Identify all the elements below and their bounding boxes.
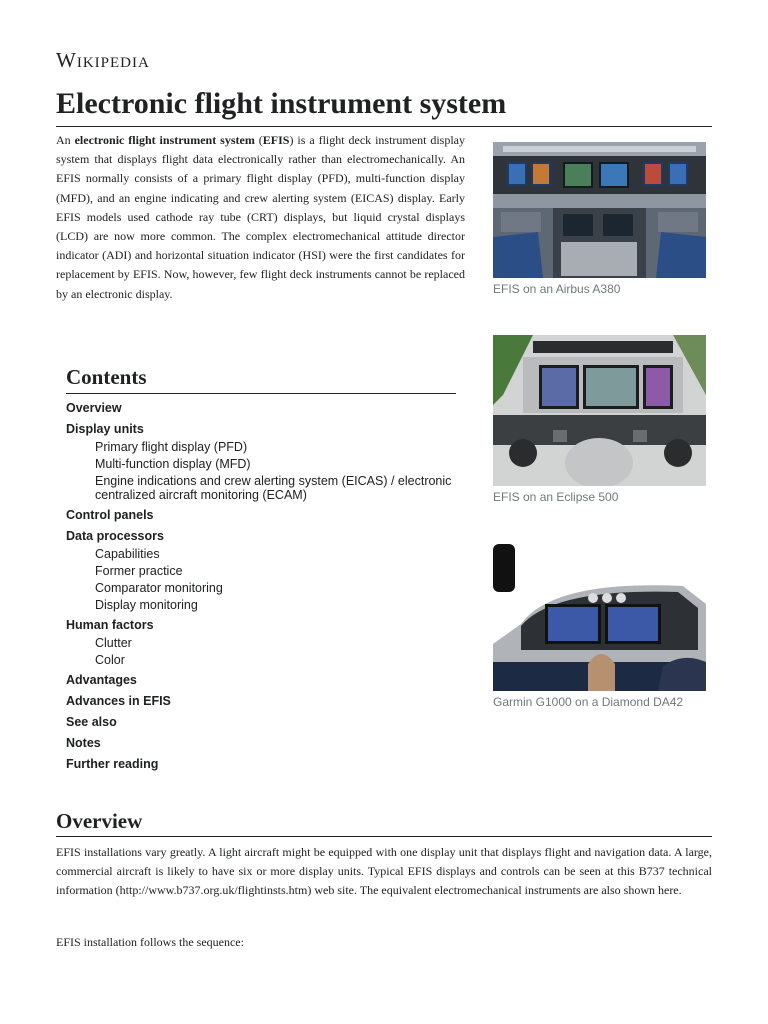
toc-item-further-reading[interactable]: Further reading <box>66 757 159 771</box>
lead-bold-abbr: EFIS <box>262 133 290 147</box>
toc-item-control-panels[interactable]: Control panels <box>66 508 154 522</box>
toc-subitem-display-monitoring[interactable]: Display monitoring <box>95 598 198 612</box>
wikipedia-wordmark[interactable]: Wikipedia <box>56 48 150 72</box>
toc-item-label[interactable]: Human factors <box>66 618 154 632</box>
toc-list <box>66 401 456 772</box>
lead-paren-open: ( <box>254 133 263 147</box>
overview-paragraph-sequence: EFIS installation follows the sequence: <box>56 935 244 949</box>
toc-item-data-processors[interactable] <box>66 529 456 612</box>
overview-paragraph: EFIS installations vary greatly. A light aircraft might be equipped with one display unit that displays flight and navigation data. A large, commercial aircraft is likely to have six or more display units. Typical EFIS displays and controls can be seen at this B737 technical information (http://www.b737.org.uk/flightinsts.htm) web site. The equivalent electromechanical instruments are also shown here. <box>56 845 712 898</box>
toc-subitem-mfd[interactable]: Multi-function display (MFD) <box>95 457 251 471</box>
a380-cockpit-image[interactable] <box>493 142 706 278</box>
toc-item-label[interactable]: Display units <box>66 422 144 436</box>
toc-subitem-color[interactable]: Color <box>95 653 125 667</box>
table-of-contents <box>66 362 456 772</box>
toc-item-notes[interactable]: Notes <box>66 736 101 750</box>
toc-subitem-comparator-monitoring[interactable]: Comparator monitoring <box>95 581 223 595</box>
toc-item-see-also[interactable]: See also <box>66 715 117 729</box>
lead-paragraph <box>56 131 465 304</box>
toc-subitem-former-practice[interactable]: Former practice <box>95 564 183 578</box>
toc-item-label[interactable]: Data processors <box>66 529 164 543</box>
figure-caption: EFIS on an Airbus A380 <box>493 282 621 296</box>
figure-caption: EFIS on an Eclipse 500 <box>493 490 619 504</box>
eclipse-cockpit-image[interactable] <box>493 335 706 486</box>
lead-rest: ) is a flight deck instrument display system that displays flight data electronically rather than electromechanically. An EFIS normally consists of a primary flight display (PFD), multi-function display (MFD), and an engine indicating and crew alerting system (EICAS) display. Early EFIS models used cathode ray tube (CRT) displays, but liquid crystal displays (LCD) are now more common. The complex electromechanical attitude director indicator (ADI) and horizontal situation indicator (HSI) were the first candidates for replacement by EFIS. Now, however, few flight deck instruments cannot be replaced by an electronic display. <box>56 133 466 301</box>
toc-heading: Contents <box>66 362 456 394</box>
lead-bold-term: electronic flight instrument system <box>74 133 255 147</box>
figure-a380 <box>493 142 706 296</box>
toc-item-advances-in-efis[interactable]: Advances in EFIS <box>66 694 171 708</box>
figure-eclipse <box>493 335 706 504</box>
toc-item-advantages[interactable]: Advantages <box>66 673 137 687</box>
figure-da42 <box>493 544 706 709</box>
toc-item-display-units[interactable] <box>66 422 456 502</box>
lead-prefix: An <box>56 133 75 147</box>
toc-subitem-pfd[interactable]: Primary flight display (PFD) <box>95 440 248 454</box>
toc-subitem-clutter[interactable]: Clutter <box>95 636 132 650</box>
toc-subitem-capabilities[interactable]: Capabilities <box>95 547 160 561</box>
toc-item-overview[interactable]: Overview <box>66 401 122 415</box>
toc-subitem-eicas[interactable]: Engine indications and crew alerting system (EICAS) / electronic centralized aircraft monitoring (ECAM) <box>95 474 452 502</box>
da42-cockpit-image[interactable] <box>493 544 706 691</box>
toc-item-human-factors[interactable] <box>66 618 456 667</box>
page-title: Electronic flight instrument system <box>56 84 712 127</box>
section-heading-overview: Overview <box>56 807 712 837</box>
figure-caption: Garmin G1000 on a Diamond DA42 <box>493 695 684 709</box>
